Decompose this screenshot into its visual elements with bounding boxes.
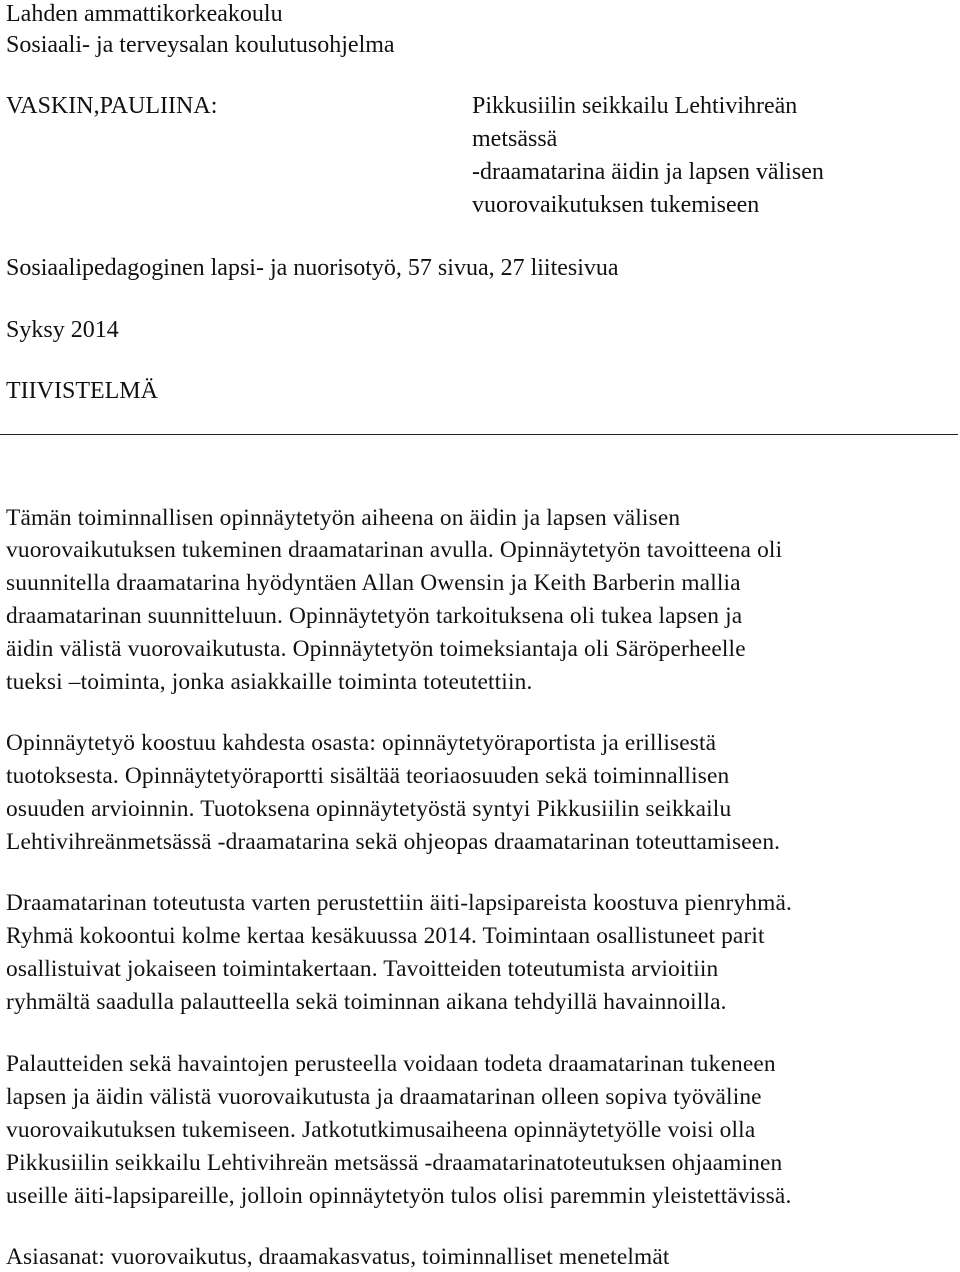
title-line: -draamatarina äidin ja lapsen välisen: [472, 159, 824, 185]
abstract-line: useille äiti-lapsipareille, jolloin opinnäytetyön tulos olisi paremmin yleistettävissä.: [6, 1183, 792, 1209]
abstract-line: tuotoksesta. Opinnäytetyöraportti sisältää teoriaosuuden sekä toiminnallisen: [6, 763, 730, 789]
abstract-line: Pikkusiilin seikkailu Lehtivihreän metsässä -draamatarinatoteutuksen ohjaaminen: [6, 1150, 783, 1176]
abstract-line: draamatarinan suunnitteluun. Opinnäytetyön tarkoituksena oli tukea lapsen ja: [6, 603, 743, 629]
title-line: vuorovaikutuksen tukemiseen: [472, 192, 760, 218]
abstract-line: suunnitella draamatarina hyödyntäen Allan Owensin ja Keith Barberin mallia: [6, 570, 741, 596]
abstract-line: tueksi –toiminta, jonka asiakkaille toiminta toteutettiin.: [6, 669, 533, 695]
abstract-line: vuorovaikutuksen tukemiseen. Jatkotutkimusaiheena opinnäytetyölle voisi olla: [6, 1117, 756, 1143]
abstract-line: lapsen ja äidin välistä vuorovaikutusta ja draamatarinan olleen sopiva työväline: [6, 1084, 762, 1110]
thesis-details: Sosiaalipedagoginen lapsi- ja nuorisotyö, 57 sivua, 27 liitesivua: [6, 255, 619, 281]
programme-name: Sosiaali- ja terveysalan koulutusohjelma: [6, 32, 395, 58]
abstract-line: äidin välistä vuorovaikutusta. Opinnäytetyön toimeksiantaja oli Säröperheelle: [6, 636, 746, 662]
term: Syksy 2014: [6, 317, 119, 343]
title-line: Pikkusiilin seikkailu Lehtivihreän: [472, 93, 798, 119]
abstract-line: Lehtivihreänmetsässä -draamatarina sekä ohjeopas draamatarinan toteuttamiseen.: [6, 829, 781, 855]
abstract-line: osuuden arvioinnin. Tuotoksena opinnäytetyöstä syntyi Pikkusiilin seikkailu: [6, 796, 732, 822]
abstract-line: Palautteiden sekä havaintojen perusteella voidaan todeta draamatarinan tukeneen: [6, 1051, 776, 1077]
abstract-line: osallistuivat jokaiseen toimintakertaan. Tavoitteiden toteutumista arvioitiin: [6, 956, 719, 982]
abstract-line: Tämän toiminnallisen opinnäytetyön aiheena on äidin ja lapsen välisen: [6, 505, 681, 531]
abstract-line: Ryhmä kokoontui kolme kertaa kesäkuussa 2014. Toimintaan osallistuneet parit: [6, 923, 765, 949]
keywords: Asiasanat: vuorovaikutus, draamakasvatus, toiminnalliset menetelmät: [6, 1244, 670, 1270]
author-name: VASKIN,PAULIINA:: [6, 93, 218, 119]
title-line: metsässä: [472, 126, 558, 152]
abstract-line: Draamatarinan toteutusta varten perustettiin äiti-lapsipareista koostuva pienryhmä.: [6, 890, 793, 916]
section-heading: TIIVISTELMÄ: [6, 378, 158, 404]
horizontal-divider: [0, 434, 958, 435]
institution-name: Lahden ammattikorkeakoulu: [6, 1, 283, 27]
abstract-line: vuorovaikutuksen tukeminen draamatarinan avulla. Opinnäytetyön tavoitteena oli: [6, 537, 783, 563]
abstract-line: ryhmältä saadulla palautteella sekä toiminnan aikana tehdyillä havainnoilla.: [6, 989, 727, 1015]
abstract-line: Opinnäytetyö koostuu kahdesta osasta: opinnäytetyöraportista ja erillisestä: [6, 730, 717, 756]
